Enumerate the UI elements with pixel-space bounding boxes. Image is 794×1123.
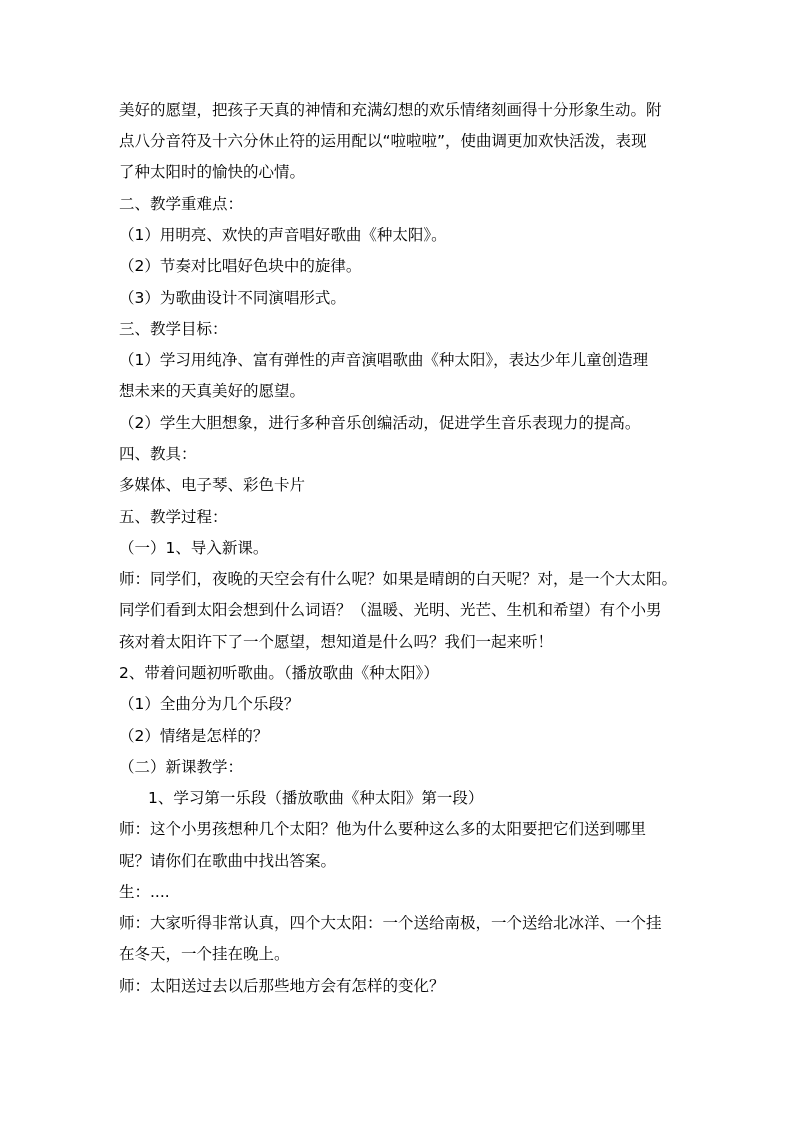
subsection-heading: （二）新课教学： xyxy=(119,758,244,776)
text-line: 在冬天，一个挂在晚上。 xyxy=(119,945,290,963)
text-line: 同学们看到太阳会想到什么词语？（温暖、光明、光芒、生机和希望）有个小男 xyxy=(119,601,662,619)
text-line: 美好的愿望，把孩子天真的神情和充满幻想的欢乐情绪刻画得十分形象生动。附 xyxy=(119,101,662,119)
text-line: 师：同学们，夜晚的天空会有什么呢？如果是晴朗的白天呢？对，是一个大太阳。 xyxy=(119,570,678,588)
section-heading: 三、教学目标： xyxy=(119,320,228,338)
text-line: 孩对着太阳许下了一个愿望，想知道是什么吗？我们一起来听！ xyxy=(119,633,554,651)
list-item: （1）全曲分为几个乐段？ xyxy=(119,695,300,713)
text-line: 多媒体、电子琴、彩色卡片 xyxy=(119,476,306,494)
text-line: 师：大家听得非常认真，四个大太阳：一个送给南极，一个送给北冰洋、一个挂 xyxy=(119,914,662,932)
section-heading: 二、教学重难点： xyxy=(119,195,244,213)
list-item: （3）为歌曲设计不同演唱形式。 xyxy=(119,289,346,307)
text-line: 1、学习第一乐段（播放歌曲《种太阳》第一段） xyxy=(148,789,484,807)
section-heading: 五、教学过程： xyxy=(119,508,228,526)
text-line: 了种太阳时的愉快的心情。 xyxy=(119,163,306,181)
text-line: 师：太阳送过去以后那些地方会有怎样的变化？ xyxy=(119,977,445,995)
text-line: 呢？请你们在歌曲中找出答案。 xyxy=(119,852,337,870)
section-heading: 四、教具： xyxy=(119,445,197,463)
text-line: 点八分音符及十六分休止符的运用配以“啦啦啦”，使曲调更加欢快活泼，表现 xyxy=(119,132,647,150)
list-item: （2）节奏对比唱好色块中的旋律。 xyxy=(119,257,362,275)
text-line: 师：这个小男孩想种几个太阳？他为什么要种这么多的太阳要把它们送到哪里 xyxy=(119,820,647,838)
list-item: （2）情绪是怎样的？ xyxy=(119,727,269,745)
text-line: 想未来的天真美好的愿望。 xyxy=(119,382,306,400)
text-line: 生：.... xyxy=(119,883,170,901)
list-item: （1）用明亮、欢快的声音唱好歌曲《种太阳》。 xyxy=(119,226,447,244)
text-line: 2、带着问题初听歌曲。（播放歌曲《种太阳》） xyxy=(119,664,439,682)
subsection-heading: （一）1、导入新课。 xyxy=(119,539,269,557)
list-item: （2）学生大胆想象，进行多种音乐创编活动，促进学生音乐表现力的提高。 xyxy=(119,414,641,432)
list-item: （1）学习用纯净、富有弹性的声音演唱歌曲《种太阳》，表达少年儿童创造理 xyxy=(119,351,649,369)
